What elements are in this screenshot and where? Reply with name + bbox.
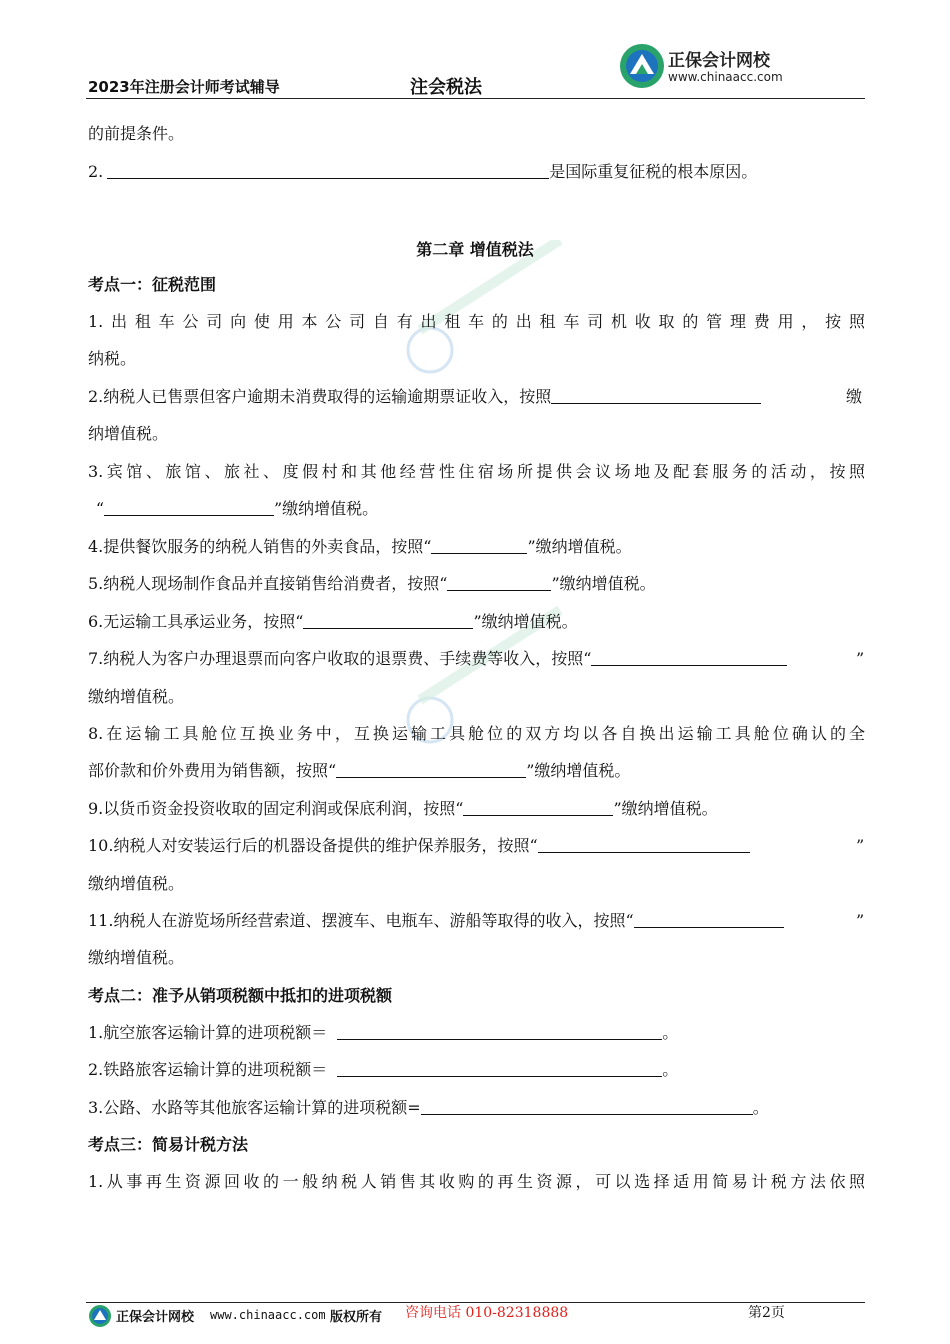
header-divider	[86, 98, 865, 99]
continuation-line: 的前提条件。	[88, 124, 185, 143]
question-2-line-b: 纳增值税。	[88, 424, 169, 443]
answer-blank[interactable]	[538, 836, 750, 853]
question-2-line-a-end: 缴	[846, 387, 863, 406]
question-8-line-a: 8.在运输工具舱位互换业务中，互换运输工具舱位的双方均以各自换出运输工具舱位确认的全	[88, 724, 865, 743]
answer-blank[interactable]	[591, 649, 787, 666]
answer-blank[interactable]	[336, 761, 526, 778]
question-4: 4.提供餐饮服务的纳税人销售的外卖食品，按照“ ”缴纳增值税。	[88, 537, 632, 556]
footer-phone: 咨询电话 010-82318888	[405, 1305, 569, 1321]
prev-question-2: 2. 是国际重复征税的根本原因。	[88, 162, 758, 181]
chapter-title: 第二章 增值税法	[416, 240, 534, 259]
answer-blank[interactable]	[104, 499, 274, 516]
logo-brand-url: www.chinaacc.com	[668, 70, 783, 84]
section2-question-3: 3.公路、水路等其他旅客运输计算的进项税额= 。	[88, 1098, 769, 1117]
question-10-line-b: 缴纳增值税。	[88, 874, 185, 893]
question-10-line-a: 10.纳税人对安装运行后的机器设备提供的维护保养服务，按照“	[88, 836, 750, 856]
question-8-line-b: 部价款和价外费用为销售额，按照“ ”缴纳增值税。	[88, 761, 631, 780]
answer-blank[interactable]	[551, 387, 761, 404]
logo-brand-name: 正保会计网校	[668, 51, 770, 71]
footer-url[interactable]: www.chinaacc.com	[210, 1308, 326, 1322]
question-3-line-a: 3.宾馆、旅馆、旅社、度假村和其他经营性住宿场所提供会议场地及配套服务的活动，按照	[88, 462, 865, 481]
header-subject-title: 注会税法	[410, 77, 482, 98]
question-1-line-a: 1.出租车公司向使用本公司自有出租车的出租车司机收取的管理费用，按照	[88, 312, 865, 331]
section3-question-1: 1.从事再生资源回收的一般纳税人销售其收购的再生资源，可以选择适用简易计税方法依照	[88, 1172, 865, 1191]
header-course-title: 2023年注册会计师考试辅导	[88, 78, 280, 96]
question-7-line-a: 7.纳税人为客户办理退票而向客户收取的退票费、手续费等收入，按照“	[88, 649, 787, 669]
question-11-line-a-end: ”	[856, 911, 865, 930]
answer-blank[interactable]	[463, 799, 613, 816]
section2-question-2: 2.铁路旅客运输计算的进项税额＝ 。	[88, 1060, 679, 1079]
section-title-3: 考点三：简易计税方法	[88, 1135, 249, 1154]
section-title-1: 考点一：征税范围	[88, 275, 217, 294]
question-11-line-a: 11.纳税人在游览场所经营索道、摆渡车、电瓶车、游船等取得的收入，按照“	[88, 911, 784, 931]
question-11-line-b: 缴纳增值税。	[88, 948, 185, 967]
question-1-line-b: 纳税。	[88, 349, 137, 368]
answer-blank[interactable]	[303, 612, 473, 629]
question-5: 5.纳税人现场制作食品并直接销售给消费者，按照“ ”缴纳增值税。	[88, 574, 656, 593]
page-number: 第2页	[748, 1305, 785, 1321]
answer-blank[interactable]	[431, 537, 527, 554]
answer-blank[interactable]	[421, 1098, 753, 1115]
question-2-line-a: 2.纳税人已售票但客户逾期未消费取得的运输逾期票证收入，按照	[88, 387, 761, 407]
answer-blank[interactable]	[337, 1023, 662, 1040]
question-10-line-a-end: ”	[856, 836, 865, 855]
answer-blank[interactable]	[447, 574, 551, 591]
question-7-line-b: 缴纳增值税。	[88, 687, 185, 706]
question-7-line-a-end: ”	[856, 649, 865, 668]
answer-blank[interactable]	[634, 911, 784, 928]
question-3-line-b: “ ”缴纳增值税。	[95, 499, 379, 518]
question-6: 6.无运输工具承运业务，按照“ ”缴纳增值税。	[88, 612, 578, 631]
question-9: 9.以货币资金投资收取的固定利润或保底利润，按照“ ”缴纳增值税。	[88, 799, 718, 818]
section-title-2: 考点二：准予从销项税额中抵扣的进项税额	[88, 986, 393, 1005]
section2-question-1: 1.航空旅客运输计算的进项税额＝ 。	[88, 1023, 679, 1042]
footer-brand: 正保会计网校	[116, 1310, 195, 1325]
answer-blank[interactable]	[107, 162, 549, 179]
answer-blank[interactable]	[337, 1060, 662, 1077]
footer-logo-icon	[88, 1304, 112, 1328]
footer-rights: 版权所有	[330, 1310, 383, 1325]
